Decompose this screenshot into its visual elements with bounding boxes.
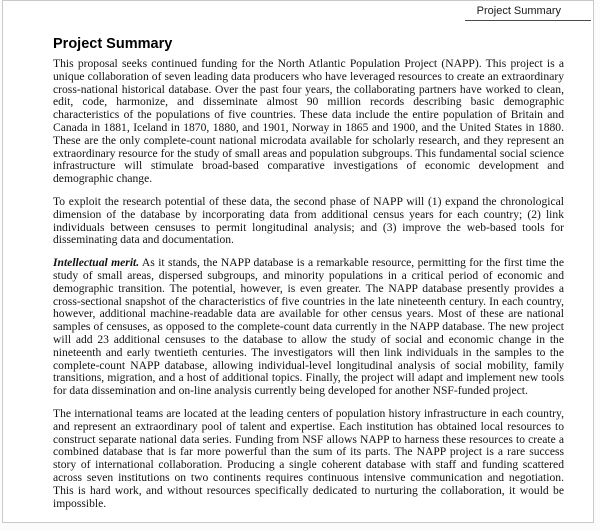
paragraph-overview xyxy=(53,58,564,186)
paragraph-goals xyxy=(53,196,564,247)
paragraph-text: As it stands, the NAPP database is a remarkable resource, permitting for the first time the study of small areas, dispersed subgroups, and minority populations in a critical period of economic and demographic transition. The potential, however, is even greater. The NAPP database presently provides a cross-sectional snapshot of the characteristics of five countries in the late nineteenth century. In each country, however, additional machine-readable data are available for other census years. Most of these are national samples of censuses, as opposed to the complete-count data currently in the NAPP database. The new project will add 23 additional censuses to the database to allow the study of social and economic change in the nineteenth and early twentieth centuries. The investigators will then link individuals in the samples to the complete-count NAPP database, allowing individual-level longitudinal analysis of social mobility, family transitions, migration, and a host of additional topics. Finally, the project will adapt and implement new tools for data dissemination and on-line analysis currently being developed for another NSF-funded project. xyxy=(53,256,564,398)
document-page xyxy=(2,0,594,523)
paragraph-text: The international teams are located at the leading centers of population history infrastructure in each country, and represent an extraordinary pool of talent and expertise. Each institution has obtained local resources to construct separate national data series. Funding from NSF allows NAPP to harness these resources to create a combined database that is far more powerful than the sum of its parts. The NAPP project is a rare success story of international collaboration. Producing a single coherent database with staff and funding scattered across seven institutions on two continents requires continuous intensive communication and negotiation. This is hard work, and without resources specifically dedicated to nurturing the collaboration, it would be impossible. xyxy=(53,406,564,510)
paragraph-teams xyxy=(53,408,564,510)
document-body xyxy=(3,21,593,510)
running-header xyxy=(3,5,591,21)
paragraph-lead: Intellectual merit. xyxy=(53,256,140,270)
paragraph-text: To exploit the research potential of these data, the second phase of NAPP will (1) expand the chronological dimension of the database by incorporating data from additional census years for each country; (2) link individuals between censuses to permit longitudinal analysis; and (3) improve the web-based tools for disseminating data and documentation. xyxy=(53,194,564,247)
running-header-label: Project Summary xyxy=(465,5,591,21)
paragraph-text: This proposal seeks continued funding for the North Atlantic Population Project (NAPP). This project is a unique collaboration of seven leading data producers who have leveraged resources to create an extraordinary cross-national historical database. Over the past four years, the collaborating partners have worked to clean, edit, code, harmonize, and disseminate almost 90 million records describing basic demographic characteristics of the populations of five countries. These data include the entire population of Britain and Canada in 1881, Iceland in 1870, 1880, and 1901, Norway in 1865 and 1900, and the United States in 1880. These are the only complete-count national microdata available for scholarly research, and they represent an extraordinary resource for the study of small areas and population subgroups. This fundamental social science infrastructure will stimulate broad-based comparative investigations of economic development and demographic change. xyxy=(53,57,564,186)
page-title: Project Summary xyxy=(53,36,173,52)
paragraph-intellectual-merit xyxy=(53,257,564,398)
